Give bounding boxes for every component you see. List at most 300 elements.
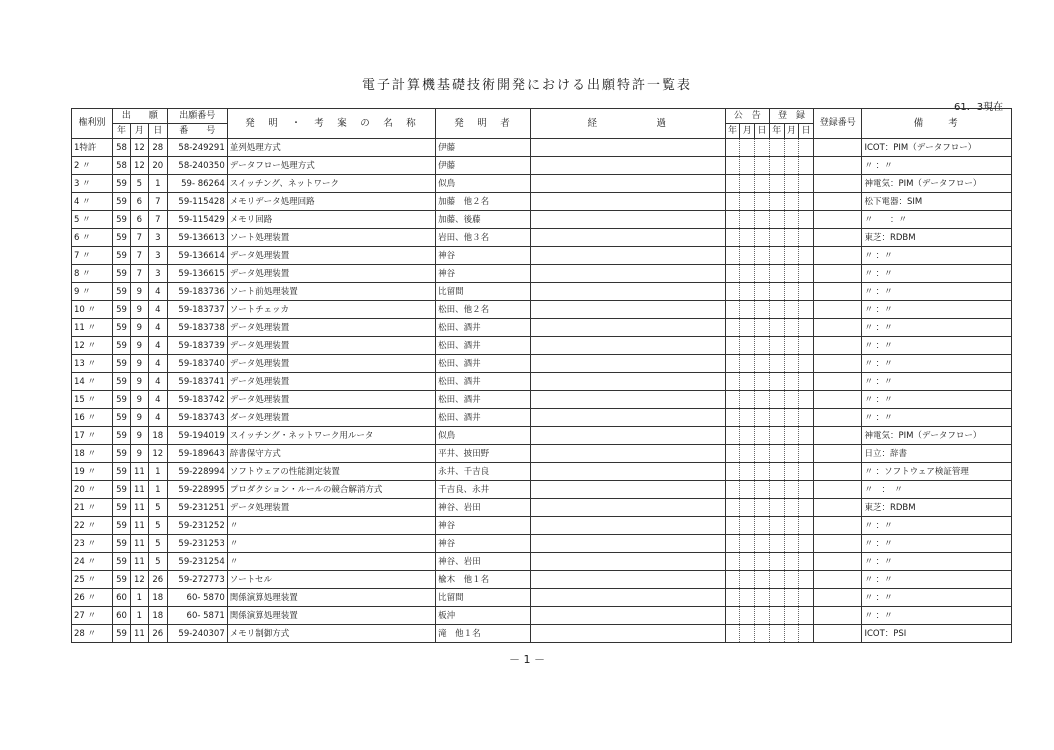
filing-day: 1 <box>148 481 167 499</box>
remarks-cell: 〃 ：〃 <box>862 373 1012 391</box>
registration-date-cell <box>799 319 814 337</box>
filing-year: 59 <box>113 499 131 517</box>
table-row <box>72 409 1012 427</box>
registration-date-cell <box>799 211 814 229</box>
inventor: 松田、酒井 <box>436 337 531 355</box>
history-cell <box>530 535 725 553</box>
application-number: 59-228994 <box>167 463 227 481</box>
filing-month: 11 <box>130 553 148 571</box>
registration-date-cell <box>799 193 814 211</box>
row-kind: 16 〃 <box>72 409 113 427</box>
invention-name: データ処理装置 <box>227 265 435 283</box>
invention-name: プロダクション・ルールの競合解消方式 <box>227 481 435 499</box>
filing-year: 59 <box>113 409 131 427</box>
registration-date-cell <box>799 337 814 355</box>
application-number: 59-183736 <box>167 283 227 301</box>
publication-date-cell <box>755 391 770 409</box>
invention-name: ダータ処理装置 <box>227 409 435 427</box>
row-kind: 26 〃 <box>72 589 113 607</box>
registration-date-cell <box>799 409 814 427</box>
publication-date-cell <box>740 337 755 355</box>
filing-month: 7 <box>130 247 148 265</box>
application-number: 59-183739 <box>167 337 227 355</box>
history-cell <box>530 391 725 409</box>
header-row-top <box>72 109 1012 124</box>
history-cell <box>530 463 725 481</box>
invention-name: ソフトウェアの性能測定装置 <box>227 463 435 481</box>
inventor: 平井、披田野 <box>436 445 531 463</box>
filing-year: 59 <box>113 463 131 481</box>
remarks-cell: 東芝：RDBM <box>862 499 1012 517</box>
invention-name: データフロー処理方式 <box>227 157 435 175</box>
table-row <box>72 265 1012 283</box>
publication-date-cell <box>725 499 740 517</box>
registration-number-cell <box>814 571 862 589</box>
filing-year: 59 <box>113 337 131 355</box>
remarks-cell: 〃 ：〃 <box>862 409 1012 427</box>
table-row <box>72 175 1012 193</box>
registration-date-cell <box>799 535 814 553</box>
publication-date-cell <box>725 589 740 607</box>
invention-name: メモリ回路 <box>227 211 435 229</box>
publication-date-cell <box>740 229 755 247</box>
filing-month: 11 <box>130 463 148 481</box>
publication-date-cell <box>725 535 740 553</box>
history-cell <box>530 499 725 517</box>
filing-day: 5 <box>148 535 167 553</box>
filing-day: 26 <box>148 625 167 643</box>
header-inventor: 発 明 者 <box>436 109 531 139</box>
registration-number-cell <box>814 139 862 157</box>
publication-date-cell <box>740 427 755 445</box>
publication-date-cell <box>725 625 740 643</box>
registration-date-cell <box>784 589 799 607</box>
publication-date-cell <box>740 499 755 517</box>
registration-date-cell <box>799 373 814 391</box>
registration-date-cell <box>784 553 799 571</box>
row-kind: 11 〃 <box>72 319 113 337</box>
history-cell <box>530 157 725 175</box>
table-row <box>72 355 1012 373</box>
registration-number-cell <box>814 463 862 481</box>
application-number: 59-189643 <box>167 445 227 463</box>
filing-month: 5 <box>130 175 148 193</box>
header-kind: 権利別 <box>72 109 113 139</box>
filing-month: 1 <box>130 589 148 607</box>
history-cell <box>530 625 725 643</box>
registration-date-cell <box>769 409 784 427</box>
filing-day: 1 <box>148 463 167 481</box>
registration-date-cell <box>784 301 799 319</box>
publication-date-cell <box>740 139 755 157</box>
invention-name: ソートセル <box>227 571 435 589</box>
filing-month: 9 <box>130 283 148 301</box>
application-number: 59-183738 <box>167 319 227 337</box>
registration-number-cell <box>814 283 862 301</box>
inventor: 加藤、後藤 <box>436 211 531 229</box>
publication-date-cell <box>755 463 770 481</box>
publication-date-cell <box>755 247 770 265</box>
header-registration: 登 録 <box>769 109 813 124</box>
registration-date-cell <box>799 463 814 481</box>
inventor: 永井、千吉良 <box>436 463 531 481</box>
table-row <box>72 607 1012 625</box>
remarks-cell: 東芝：RDBM <box>862 229 1012 247</box>
publication-date-cell <box>740 535 755 553</box>
registration-date-cell <box>784 175 799 193</box>
row-kind: 8 〃 <box>72 265 113 283</box>
invention-name: 〃 <box>227 535 435 553</box>
publication-date-cell <box>755 319 770 337</box>
publication-date-cell <box>755 229 770 247</box>
registration-date-cell <box>769 535 784 553</box>
filing-year: 60 <box>113 589 131 607</box>
filing-year: 59 <box>113 319 131 337</box>
registration-date-cell <box>769 445 784 463</box>
registration-date-cell <box>799 229 814 247</box>
application-number: 59-183741 <box>167 373 227 391</box>
filing-year: 59 <box>113 283 131 301</box>
filing-day: 4 <box>148 391 167 409</box>
history-cell <box>530 481 725 499</box>
filing-day: 18 <box>148 607 167 625</box>
page-number: － 1 － <box>509 653 545 666</box>
registration-date-cell <box>784 499 799 517</box>
registration-date-cell <box>799 301 814 319</box>
registration-number-cell <box>814 625 862 643</box>
history-cell <box>530 355 725 373</box>
inventor: 神谷 <box>436 517 531 535</box>
registration-number-cell <box>814 499 862 517</box>
header-reg-month: 月 <box>784 124 799 139</box>
registration-number-cell <box>814 355 862 373</box>
inventor: 加藤 他２名 <box>436 193 531 211</box>
invention-name: データ処理装置 <box>227 247 435 265</box>
row-kind: 22 〃 <box>72 517 113 535</box>
registration-number-cell <box>814 301 862 319</box>
registration-date-cell <box>784 211 799 229</box>
filing-day: 26 <box>148 571 167 589</box>
publication-date-cell <box>755 283 770 301</box>
history-cell <box>530 229 725 247</box>
table-row <box>72 391 1012 409</box>
filing-year: 58 <box>113 139 131 157</box>
inventor: 神谷、岩田 <box>436 499 531 517</box>
history-cell <box>530 283 725 301</box>
registration-number-cell <box>814 265 862 283</box>
inventor: 楡木 他１名 <box>436 571 531 589</box>
publication-date-cell <box>755 553 770 571</box>
invention-name: データ処理装置 <box>227 355 435 373</box>
header-app-no-bottom: 番 号 <box>167 124 227 139</box>
remarks-cell: 〃 ：〃 <box>862 589 1012 607</box>
registration-date-cell <box>784 463 799 481</box>
registration-date-cell <box>769 301 784 319</box>
registration-number-cell <box>814 211 862 229</box>
publication-date-cell <box>725 427 740 445</box>
filing-day: 4 <box>148 283 167 301</box>
history-cell <box>530 589 725 607</box>
table-row <box>72 283 1012 301</box>
as-of-date: 61．3現在 <box>954 102 1004 113</box>
filing-year: 59 <box>113 355 131 373</box>
registration-date-cell <box>769 193 784 211</box>
remarks-cell: 松下電器：SIM <box>862 193 1012 211</box>
publication-date-cell <box>725 481 740 499</box>
filing-month: 9 <box>130 391 148 409</box>
filing-year: 59 <box>113 373 131 391</box>
invention-name: データ処理装置 <box>227 499 435 517</box>
inventor: 神谷 <box>436 265 531 283</box>
history-cell <box>530 607 725 625</box>
invention-name: データ処理装置 <box>227 373 435 391</box>
inventor: 岩田、他３名 <box>436 229 531 247</box>
row-kind: 17 〃 <box>72 427 113 445</box>
invention-name: スイッチング、ネットワーク <box>227 175 435 193</box>
registration-date-cell <box>769 499 784 517</box>
invention-name: ソート処理装置 <box>227 229 435 247</box>
table-row <box>72 553 1012 571</box>
publication-date-cell <box>755 157 770 175</box>
table-row <box>72 211 1012 229</box>
publication-date-cell <box>740 247 755 265</box>
registration-date-cell <box>799 139 814 157</box>
publication-date-cell <box>725 355 740 373</box>
history-cell <box>530 373 725 391</box>
registration-date-cell <box>769 283 784 301</box>
registration-date-cell <box>799 571 814 589</box>
filing-month: 9 <box>130 409 148 427</box>
registration-number-cell <box>814 445 862 463</box>
publication-date-cell <box>740 319 755 337</box>
application-number: 58-249291 <box>167 139 227 157</box>
inventor: 神谷 <box>436 535 531 553</box>
publication-date-cell <box>740 517 755 535</box>
filing-year: 59 <box>113 211 131 229</box>
table-row <box>72 247 1012 265</box>
registration-date-cell <box>769 175 784 193</box>
inventor: 松田、酒井 <box>436 373 531 391</box>
publication-date-cell <box>740 553 755 571</box>
registration-date-cell <box>799 391 814 409</box>
row-kind: 19 〃 <box>72 463 113 481</box>
header-filing-day: 日 <box>148 124 167 139</box>
history-cell <box>530 571 725 589</box>
publication-date-cell <box>755 481 770 499</box>
row-kind: 24 〃 <box>72 553 113 571</box>
registration-date-cell <box>784 445 799 463</box>
row-kind: 21 〃 <box>72 499 113 517</box>
history-cell <box>530 337 725 355</box>
table-row <box>72 301 1012 319</box>
remarks-cell: 〃 ：〃 <box>862 391 1012 409</box>
inventor: 松田、他２名 <box>436 301 531 319</box>
filing-month: 12 <box>130 139 148 157</box>
registration-date-cell <box>799 607 814 625</box>
publication-date-cell <box>740 175 755 193</box>
publication-date-cell <box>725 193 740 211</box>
publication-date-cell <box>725 409 740 427</box>
filing-year: 59 <box>113 625 131 643</box>
table-row <box>72 337 1012 355</box>
application-number: 58-240350 <box>167 157 227 175</box>
invention-name: データ処理装置 <box>227 319 435 337</box>
publication-date-cell <box>740 607 755 625</box>
publication-date-cell <box>755 427 770 445</box>
filing-month: 7 <box>130 229 148 247</box>
header-history: 経 過 <box>530 109 725 139</box>
inventor: 松田、酒井 <box>436 391 531 409</box>
registration-date-cell <box>769 337 784 355</box>
filing-day: 5 <box>148 553 167 571</box>
registration-number-cell <box>814 553 862 571</box>
history-cell <box>530 265 725 283</box>
row-kind: 9 〃 <box>72 283 113 301</box>
publication-date-cell <box>725 229 740 247</box>
registration-date-cell <box>784 139 799 157</box>
registration-date-cell <box>784 247 799 265</box>
remarks-cell: 〃 ：〃 <box>862 337 1012 355</box>
filing-month: 7 <box>130 265 148 283</box>
registration-date-cell <box>784 409 799 427</box>
publication-date-cell <box>725 463 740 481</box>
publication-date-cell <box>755 193 770 211</box>
registration-date-cell <box>769 391 784 409</box>
registration-number-cell <box>814 427 862 445</box>
registration-date-cell <box>769 427 784 445</box>
filing-month: 9 <box>130 301 148 319</box>
registration-number-cell <box>814 193 862 211</box>
inventor: 神谷、岩田 <box>436 553 531 571</box>
filing-day: 18 <box>148 589 167 607</box>
history-cell <box>530 319 725 337</box>
history-cell <box>530 301 725 319</box>
registration-date-cell <box>784 229 799 247</box>
filing-day: 5 <box>148 517 167 535</box>
registration-number-cell <box>814 157 862 175</box>
publication-date-cell <box>755 355 770 373</box>
header-reg-no: 登録番号 <box>814 109 862 139</box>
remarks-cell: 〃 ：〃 <box>862 553 1012 571</box>
registration-number-cell <box>814 607 862 625</box>
registration-date-cell <box>769 589 784 607</box>
publication-date-cell <box>740 571 755 589</box>
remarks-cell: ICOT：PSI <box>862 625 1012 643</box>
table-row <box>72 535 1012 553</box>
filing-year: 59 <box>113 481 131 499</box>
application-number: 59-136614 <box>167 247 227 265</box>
publication-date-cell <box>755 337 770 355</box>
application-number: 59-115429 <box>167 211 227 229</box>
filing-month: 9 <box>130 373 148 391</box>
header-filing: 出 願 <box>113 109 168 124</box>
registration-date-cell <box>784 607 799 625</box>
filing-day: 3 <box>148 229 167 247</box>
registration-date-cell <box>799 157 814 175</box>
table-row <box>72 427 1012 445</box>
row-kind: 25 〃 <box>72 571 113 589</box>
remarks-cell: ICOT：PIM（データフロー） <box>862 139 1012 157</box>
publication-date-cell <box>740 589 755 607</box>
registration-number-cell <box>814 391 862 409</box>
header-filing-month: 月 <box>130 124 148 139</box>
registration-date-cell <box>799 517 814 535</box>
publication-date-cell <box>725 553 740 571</box>
publication-date-cell <box>725 391 740 409</box>
header-publication: 公 告 <box>725 109 769 124</box>
header-pub-year: 年 <box>725 124 740 139</box>
application-number: 59-231252 <box>167 517 227 535</box>
publication-date-cell <box>740 157 755 175</box>
application-number: 59-194019 <box>167 427 227 445</box>
table-row <box>72 625 1012 643</box>
row-kind: 20 〃 <box>72 481 113 499</box>
invention-name: 関係演算処理装置 <box>227 589 435 607</box>
publication-date-cell <box>740 193 755 211</box>
publication-date-cell <box>725 571 740 589</box>
table-row <box>72 499 1012 517</box>
filing-year: 59 <box>113 265 131 283</box>
row-kind: 7 〃 <box>72 247 113 265</box>
inventor: 比留間 <box>436 589 531 607</box>
registration-number-cell <box>814 319 862 337</box>
registration-date-cell <box>769 247 784 265</box>
registration-date-cell <box>799 625 814 643</box>
row-kind: 12 〃 <box>72 337 113 355</box>
filing-day: 7 <box>148 193 167 211</box>
registration-date-cell <box>769 463 784 481</box>
filing-day: 18 <box>148 427 167 445</box>
publication-date-cell <box>755 625 770 643</box>
publication-date-cell <box>755 571 770 589</box>
filing-day: 28 <box>148 139 167 157</box>
registration-date-cell <box>769 625 784 643</box>
registration-date-cell <box>784 517 799 535</box>
history-cell <box>530 427 725 445</box>
application-number: 59-136615 <box>167 265 227 283</box>
filing-day: 4 <box>148 301 167 319</box>
registration-date-cell <box>799 553 814 571</box>
history-cell <box>530 193 725 211</box>
filing-year: 59 <box>113 391 131 409</box>
application-number: 59-183737 <box>167 301 227 319</box>
invention-name: メモリデータ処理回路 <box>227 193 435 211</box>
filing-day: 7 <box>148 211 167 229</box>
filing-day: 3 <box>148 247 167 265</box>
publication-date-cell <box>740 301 755 319</box>
invention-name: 辞書保守方式 <box>227 445 435 463</box>
row-kind: 5 〃 <box>72 211 113 229</box>
application-number: 59-115428 <box>167 193 227 211</box>
registration-number-cell <box>814 481 862 499</box>
filing-day: 12 <box>148 445 167 463</box>
registration-date-cell <box>769 139 784 157</box>
remarks-cell: 〃 ：〃 <box>862 247 1012 265</box>
publication-date-cell <box>755 499 770 517</box>
filing-day: 20 <box>148 157 167 175</box>
registration-date-cell <box>769 229 784 247</box>
table-row <box>72 589 1012 607</box>
publication-date-cell <box>725 139 740 157</box>
publication-date-cell <box>725 319 740 337</box>
registration-number-cell <box>814 589 862 607</box>
registration-date-cell <box>769 211 784 229</box>
registration-date-cell <box>769 157 784 175</box>
inventor: 滝 他１名 <box>436 625 531 643</box>
registration-date-cell <box>799 265 814 283</box>
inventor: 似鳥 <box>436 175 531 193</box>
publication-date-cell <box>725 373 740 391</box>
